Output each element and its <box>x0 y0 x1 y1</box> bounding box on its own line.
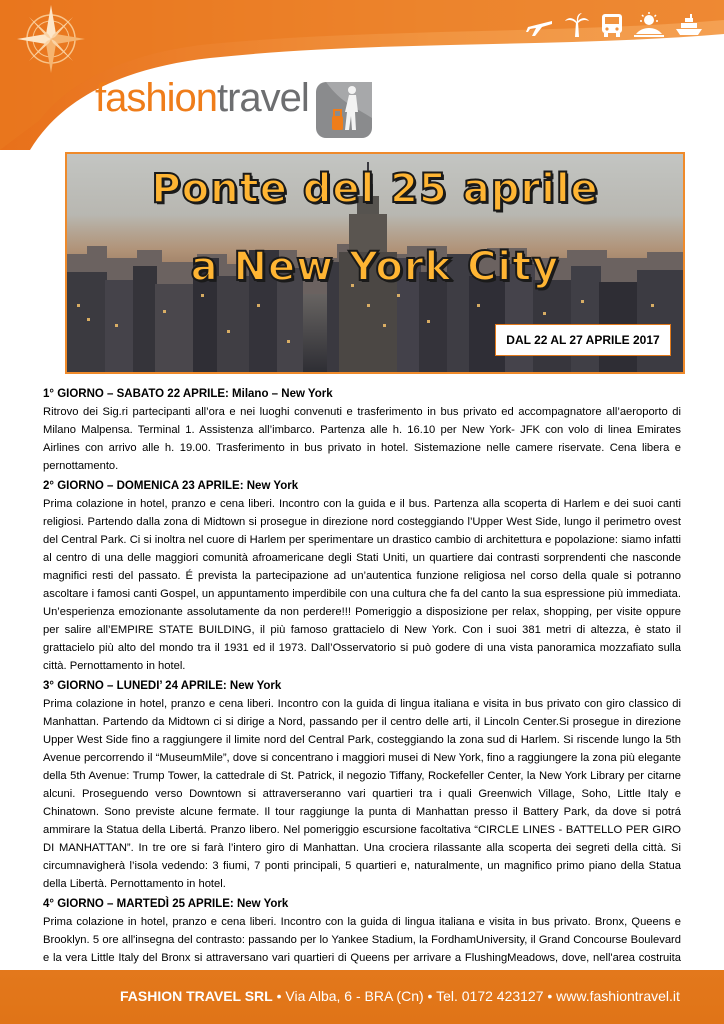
footer <box>0 970 724 1024</box>
day2-text: Prima colazione in hotel, pranzo e cena liberi. Incontro con la guida e il bus. Partenza alla scoperta di Harlem e dei suoi canti religiosi. Partendo dalla zona di Midtown si prosegue in direzione nord costeggiando l’Upper West Side, lungo il perimetro ovest del Central Park. Ci si inoltra nel cuore di Harlem per sperimentare un drastico cambio di architettura e popolazione: siamo infatti al centro di una delle maggiori comunità afroamericane degli Stati Uniti, un quartiere dai contrasti sorprendenti che nasconde magnifici resti del passato. É prevista la partecipazione ad un’autentica funzione religiosa nel corso della quale si potranno ascoltare i famosi canti Gospel, un appuntamento imperdibile con una cultura che fa del canto la sua espressione più immediata. Un’esperienza emozionante assolutamente da non perdere!!! Pomeriggio a disposizione per relax, shopping, per visite oppure per salire all’EMPIRE STATE BUILDING, il più famoso grattacielo di New York. Con i suoi 381 metri di altezza, è stato il grattacielo più alto del mondo tra il 1931 ed il 1973. Dall’Osservatorio si può godere di una vista panoramica mozzafiato sulla città. Pernottamento in hotel. <box>43 498 681 672</box>
logo-travel: travel <box>216 76 309 120</box>
itinerary <box>43 386 681 988</box>
island-icon <box>634 12 664 38</box>
day4-text: Prima colazione in hotel, pranzo e cena liberi. Incontro con la guida di lingua italiana e visita in bus privato. Bronx, Queens e Brooklyn. 5 ore all'insegna del contrasto: passando per lo Yankee Stadium, la FordhamUniversity, il Grand Concourse Boulevard e la vera Little Italy del Bronx si attraversano vari quartieri di Queens per arrivare a FlushingMeadows, dove, nell'area costruita <box>43 916 681 964</box>
ship-icon <box>674 12 704 38</box>
day3-title: 3° GIORNO – LUNEDI’ 24 APRILE: New York <box>43 680 282 692</box>
footer-company: FASHION TRAVEL SRL <box>120 988 273 1004</box>
compass-rose-icon <box>14 2 88 76</box>
hero-banner <box>65 152 685 374</box>
day1-text: Ritrovo dei Sig.ri partecipanti all’ora e nei luoghi convenuti e trasferimento in bus privato ed accompagnatore all’aeroporto di Milano Malpensa. Terminal 1. Assistenza all’imbarco. Partenza alle h. 16.10 per New York- JFK con volo di linea Emirates Airlines con arrivo alle h. 19.00. Trasferimento in bus privato in hotel. Sistemazione nelle camere riservate. Cena libera e pernottamento. <box>43 406 681 472</box>
brand-logo <box>95 78 309 118</box>
footer-details: • Via Alba, 6 - BRA (Cn) • Tel. 0172 423127 • www.fashiontravel.it <box>272 988 680 1004</box>
day4-title: 4° GIORNO – MARTEDÌ 25 APRILE: New York <box>43 898 289 910</box>
logo-fashion: fashion <box>95 76 217 120</box>
airplane-icon <box>526 12 554 38</box>
day3-text: Prima colazione in hotel, pranzo e cena liberi. Incontro con la guida di lingua italiana e visita in bus privato con giro classico di Manhattan. Partendo da Midtown ci si dirige a Nord, passando per il centro delle arti, il Lincoln Center.Si prosegue in direzione Upper West Side fino a raggiungere il limite nord del Central Park, costeggiando la zona sud di Harlem. Si riscende lungo la 5th Avenue percorrendo il “MuseumMile”, dove si concentrano i maggiori musei di New York, fino a raggiungere la zona più elegante della 5th Avenue: Trump Tower, la cattedrale di St. Patrick, il negozio Tiffany, Rockefeller Center, la New York Library per citarne alcuni. Proseguendo verso Downtown si attraverseranno vari quartieri tra i quali Greenwich Village, Soho, Little Italy e Chinatown. Sono previste alcune fermate. Il tour raggiunge la punta di Manhattan presso il Battery Park, da dove si potrá ammirare la Statua della Libertá. Pranzo libero. Nel pomeriggio escursione facoltativa “CIRCLE LINES - BATTELLO PER GIRO DI MANHATTAN”. In tre ore si farà l’intero giro di Manhattan. Una crociera rilassante alla scoperta dei segreti della città. Si circumnavigherà l’isola vedendo: 3 fiumi, 7 ponti principali, 5 quartieri e, naturalmente, un magnifico primo piano della Statua della Libertà. Pernottamento in hotel. <box>43 698 681 890</box>
hero-title-line1: Ponte del 25 aprile <box>151 166 599 212</box>
hero-title-line2: a New York City <box>190 244 560 290</box>
traveler-logo-icon <box>312 78 378 140</box>
header <box>0 0 724 150</box>
travel-icons <box>526 12 704 38</box>
date-badge: DAL 22 AL 27 APRILE 2017 <box>495 324 671 356</box>
bus-icon <box>600 12 624 38</box>
day1-title: 1° GIORNO – SABATO 22 APRILE: Milano – New York <box>43 388 333 400</box>
palm-tree-icon <box>564 12 590 38</box>
footer-contact <box>120 988 680 1004</box>
day2-title: 2° GIORNO – DOMENICA 23 APRILE: New York <box>43 480 299 492</box>
